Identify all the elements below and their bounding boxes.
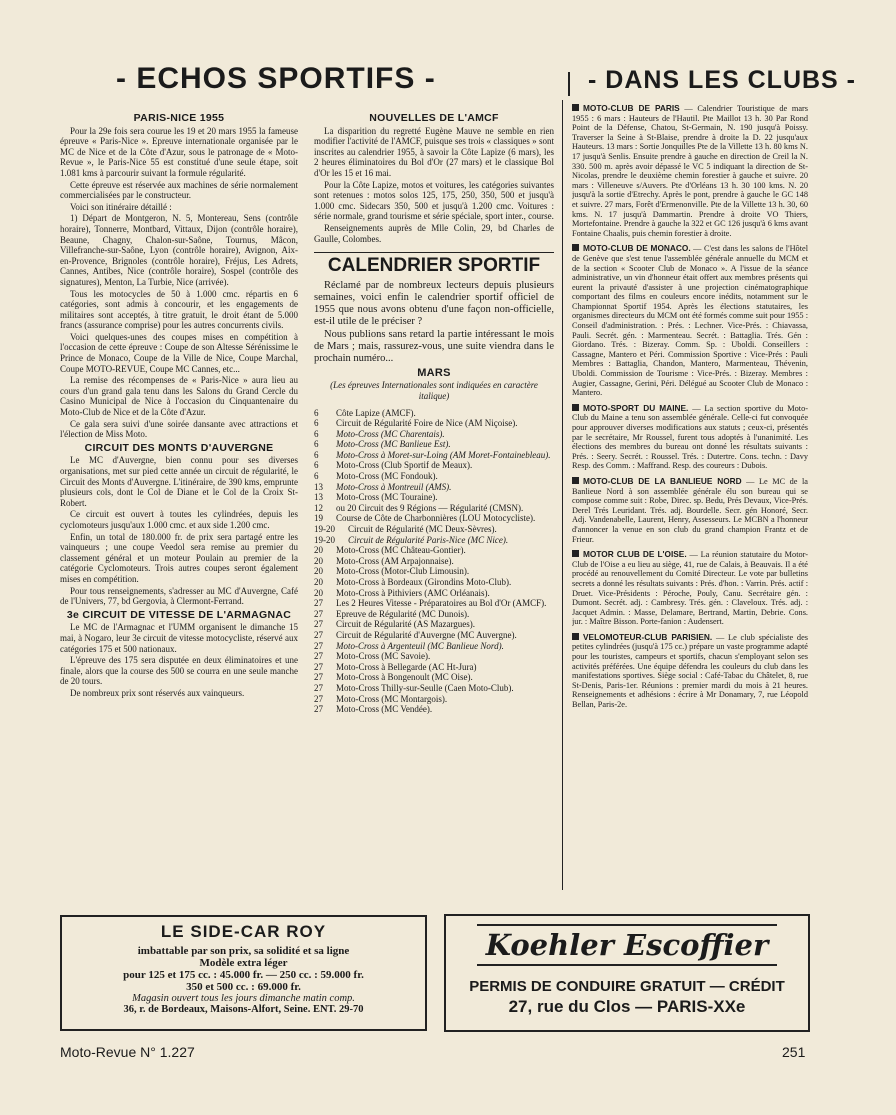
calendar-event: Moto-Cross à Montreuil (AMS). (336, 481, 452, 492)
header-divider (568, 72, 570, 96)
calendar-event: Moto-Cross Thilly-sur-Seulle (Caen Moto-Club). (336, 682, 514, 693)
club-text: — Le club spécialiste des petites cylindrées (jusqu'à 175 cc.) prépare un vaste programme adapté pour les touristes, campeurs et sportifs, chacun s'employant selon ses activités préférées. Une équipe défendra les couleurs du club dans les manifestations sportives. Siège social : Café-Tabac du Châtelet, 8, rue St-Denis, Paris-1er. Réunions : premier mardi du mois à 21 heures. Renseignements et adhésions : écrire à Mr Donamary, 7, rue Léopold Bellan, Paris-2e. (572, 632, 808, 710)
calendar-event: Circuit de Régularité (MC Deux-Sèvres). (348, 524, 497, 535)
calendar-event: Moto-Cross (MC Vendée). (336, 704, 433, 715)
paragraph: Voici son itinéraire détaillé : (70, 201, 172, 212)
bullet-square-icon (572, 104, 579, 111)
paragraph: L'épreuve des 175 sera disputée en deux éliminatoires et une finale, alors que la course des 500 se courra en une seule manche de 20 tours. (60, 655, 298, 687)
calendar-event: Côte Lapize (AMCF). (336, 407, 416, 418)
calendar-event: Moto-Cross à Bordeaux (Girondins Moto-Club). (336, 577, 512, 587)
calendar-date: 27 (314, 651, 323, 662)
calendar-event: Moto-Cross (MC Château-Gontier). (336, 545, 466, 556)
calendar-entry (314, 460, 554, 471)
calendar-entry (314, 704, 554, 715)
ad-title: LE SIDE-CAR ROY (160, 922, 327, 941)
calendar-date: 6 (314, 428, 319, 439)
calendar-event: Moto-Cross (MC Savoie). (336, 651, 431, 662)
paragraph: 1) Départ de Montgeron, N. 5, Montereau, Sens (contrôle horaire), Tonnerre, Montbard, Vittaux, Dijon (contrôle horaire), Beaune, Chagny, Chalon-sur-Saône, Tournus, Mâcon, Villefranche-sur-Saône, Lyon (contrôle horaire), Avignon, Aix-en-Provence, Brignoles (contrôle horaire), Fréjus, Les Adrets, Cannes, Antibes, Nice (contrôle horaire), Sospel (contrôle des signatures), Menton, La Turbie, Nice (arrivée). (60, 213, 298, 287)
ad-line: 350 et 500 cc. : 69.000 fr. (186, 981, 301, 993)
calendar-intro: Réclamé par de nombreux lecteurs depuis plusieurs semaines, voici enfin le calendrier sportif officiel de 1955 que nous avons obtenu d'une façon non-officielle, est-il utile de le préciser ? (314, 279, 554, 327)
calendar-event: Moto-Cross à Bellegarde (AC Ht-Jura) (336, 661, 477, 672)
calendar-entry (314, 535, 554, 546)
paragraph: Le MC de l'Armagnac et l'UMM organisent le dimanche 15 mai, à Nogaro, leur 3e circuit de vitesse motocycliste, réservé aux catégories 175 et 500 nationaux. (60, 622, 298, 654)
calendar-entry (314, 524, 554, 535)
bullet-square-icon (572, 550, 579, 557)
calendar-entry (314, 598, 554, 609)
calendar-date: 20 (314, 555, 323, 566)
calendar-date: 6 (314, 449, 319, 460)
calendar-intro: Nous publions sans retard la partie intéressant le mois de Mars ; mais, rassurez-vous, une suite viendra dans le prochain numéro... (314, 328, 554, 364)
paragraph: Pour tous renseignements, s'adresser au MC d'Auvergne, Café de l'Univers, 77, bd Gergovia, à Clermont-Ferrand. (60, 585, 298, 607)
heading-monts-auvergne: CIRCUIT DES MONTS D'AUVERGNE (84, 441, 274, 454)
paragraph: Le MC d'Auvergne, bien connu pour ses diverses organisations, met sur pied cette année un circuit de régularité, le Circuit des Monts d'Auvergne. L'itinéraire, de 390 kms, emprunte plusieurs cols, dont le Col de Diane et le Col de la Croix St-Robert. (60, 455, 298, 508)
calendar-date: 20 (314, 577, 323, 587)
paragraph: La remise des récompenses de « Paris-Nice » aura lieu au cours d'un grand gala tenu dans les Salons du Grand Cercle du Casino Municipal de Nice à l'occasion du Cinquantenaire du Moto-Club de Nice et de la Côte d'Azur. (60, 375, 298, 418)
calendar-entry (314, 694, 554, 705)
club-name: VELOMOTEUR-CLUB PARISIEN. (583, 631, 713, 642)
calendar-date: 27 (314, 608, 323, 619)
paragraph: Voici quelques-unes des coupes mises en compétition à l'occasion de cette épreuve : Coupe de son Altesse Sérénissime le Prince de Monaco, Coupe de la Ville de Nice, Coupe Marchal, Coupe MOTO-REVUE, Coupe MC Cannes, etc... (60, 331, 298, 374)
calendar-date: 27 (314, 619, 323, 630)
calendar-date: 6 (314, 471, 319, 482)
paragraph: La disparition du regretté Eugène Mauve ne semble en rien modifier l'activité de l'AMCF, puisque ses trois « classiques » sont inscrites au calendrier 1955, à savoir la Côte Lapize (6 mars), les 2 heures éliminatoires du Bol d'Or (27 mars) et le classique Bol d'Or les 15 et 16 mai. (314, 125, 554, 178)
calendar-date: 27 (314, 629, 323, 640)
calendar-entry (314, 418, 554, 429)
calendar-entry (314, 630, 554, 641)
calendar-entry (314, 513, 554, 524)
calendrier-title: CALENDRIER SPORTIF (314, 252, 554, 272)
calendar-event: Moto-Cross (MC Fondouk). (336, 471, 438, 482)
calendar-date: 27 (314, 598, 323, 609)
ad-line: Modèle extra léger (199, 957, 288, 969)
paragraph: Cette épreuve est réservée aux machines de série normalement commercialisées par le constructeur. (60, 179, 298, 201)
calendar-date: 27 (314, 693, 323, 704)
calendar-date: 12 (314, 502, 323, 513)
calendar-entry (314, 683, 554, 694)
calendar-date: 20 (314, 566, 323, 577)
club-name: MOTO-CLUB DE PARIS (583, 104, 680, 113)
paragraph: Pour la Côte Lapize, motos et voitures, les catégories suivantes sont retenues : motos solos 125, 175, 250, 350, 500 et jusqu'à 1.000 cmc. Sidecars 350, 500 et jusqu'à 1.200 cmc. Voitures : série normale, grand tourisme et série spéciale, sport inter., course. (314, 179, 554, 222)
ad-line: imbattable par son prix, sa solidité et sa ligne (137, 945, 350, 957)
calendar-date: 20 (314, 587, 323, 598)
calendar-event: Moto-Cross à Moret-sur-Loing (AM Moret-Fontainebleau). (336, 449, 551, 460)
calendar-date: 20 (314, 545, 323, 556)
calendar-event: Moto-Cross à Argenteuil (MC Banlieue Nord). (336, 640, 504, 651)
koehler-escoffier-ad (444, 914, 810, 1032)
calendar-entry (314, 482, 554, 493)
calendar-entry (314, 651, 554, 662)
side-car-roy-ad (60, 915, 427, 1031)
calendar-date: 13 (314, 492, 323, 503)
calendar-entry (314, 609, 554, 620)
calendar-date: 27 (314, 661, 323, 672)
calendar-event: Circuit de Régularité Paris-Nice (MC Nice). (348, 534, 509, 545)
calendar-entry (314, 450, 554, 461)
club-notice (572, 104, 808, 238)
calendar-date: 6 (314, 418, 319, 429)
calendar-date: 19-20 (314, 534, 335, 545)
calendar-date: 6 (314, 407, 319, 418)
club-notice (572, 477, 808, 544)
calendar-entry (314, 672, 554, 683)
club-text: — La réunion statutaire du Motor-Club de l'Oise a eu lieu au siège, 41, rue de Calais, à Beauvais. Il a été procédé au renouvellement du Comité Directeur. Le vote par bulletins secrets a donné les résultats suivants : Prés. d'hon. : Varrin. Prés. actif : Druet. Vice-Présidents : Péroche, Pouly, Canu. Secrétaire gén. : Dumont. Secrét. adj. : Cambresy. Trés. gén. : Claveloux. Trés. adj. : Jacquet Admin. : Masse, Delamare, Bertrand, Martin, Debrie. Cons. jur. : Maître Bisson. Porte-fanion : Audensert. (572, 550, 808, 627)
calendar-event: Circuit de Régularité d'Auvergne (MC Auvergne). (336, 629, 517, 640)
calendar-entry (314, 577, 554, 588)
bullet-square-icon (572, 477, 579, 484)
calendar-date: 6 (314, 460, 319, 471)
calendar-event: Circuit de Régularité (AS Mazargues). (336, 619, 476, 630)
ad-line: 27, rue du Clos — PARIS-XXe (508, 997, 746, 1016)
footer-publication: Moto-Revue N° 1.227 (60, 1044, 195, 1060)
calendar-note: (Les épreuves Internationales sont indiquées en caractère italique) (330, 380, 538, 401)
echos-sportifs-title: - ECHOS SPORTIFS - (116, 62, 436, 95)
dans-les-clubs-title: - DANS LES CLUBS - (588, 66, 856, 94)
calendar-date: 13 (314, 481, 323, 492)
calendar-entry (314, 619, 554, 630)
club-text: — C'est dans les salons de l'Hôtel de Genève que s'est tenue l'assemblée générale annuelle du MCM et de la section « Scooter Club de Monaco ». A l'issue de la séance administrative, un vin d'honneur était offert aux membres présents qui eurent la privauté d'assister à une projection cinématographique comportant des films en couleurs encore inédits, notamment sur le Championnat Sportif 1954. Après les élections statutaires, les organismes directeurs du MCM ont été formés comme suit pour 1955 : Conseil d'administration. : Prés. : Lechner. Vice-Prés. : Chiavassa, Pauli. Secrét. gén. : Marmenteau. Secrét. : Battaglia. Trés. Gén : Giordano. Trés. : Bizeray. Comm. Sp. : Uboldi. Conseillers : Cassagne, Mantero et Péri. Commission Sportive : Vice-Prés : Pauli Membres : Battaglia, Chandon, Mantero, Marmenteau, Thévenin, Uboldi. Commission de Tourisme : Vice-Prés. : Bizeray. Membres : Augier, Cassagne, Gerini, Péri. Délégué au Scooter Club de Monaco : Mantero. (572, 244, 808, 398)
club-notice (572, 550, 808, 627)
club-name: MOTOR CLUB DE L'OISE. (583, 549, 687, 560)
calendar-date: 19 (314, 513, 323, 524)
ad-line: 36, r. de Bordeaux, Maisons-Alfort, Seine. ENT. 29-70 (123, 1004, 364, 1015)
calendar-event: Moto-Cross (MC Charentais). (336, 428, 445, 439)
calendar-entry (314, 439, 554, 450)
calendar-entry (314, 566, 554, 577)
ad-line: PERMIS DE CONDUIRE GRATUIT — CRÉDIT (469, 978, 785, 995)
calendar-list (314, 408, 554, 715)
paragraph: Enfin, un total de 180.000 fr. de prix sera partagé entre les vainqueurs ; une coupe Veedol sera remise au premier du classement général et un moteur Poulain au premier de la catégorie Cyclomoteurs. Trois autres coupes seront également mises en compétition. (60, 531, 298, 584)
club-text: — La section sportive du Moto-Club du Maine a tenu son assemblée générale. Celle-ci fut convoquée pour approuver diverses modifications aux statuts ; ceux-ci, présentés par le secrétaire, Mr Roussel, furent tous adoptés à l'unanimité. Les élections des membres du bureau ont donné les résultats suivants : Prés. : Seery. Secrét. : Roussel. Trés. : Dutertre. Cons. techn. : Davy Resp. des Comm. : Maffrand. Resp. des coureurs : Dubois. (572, 403, 808, 471)
paragraph: Pour la 29e fois sera courue les 19 et 20 mars 1955 la fameuse épreuve « Paris-Nice ». Epreuve internationale organisée par le MC de Nice et de la Côte d'Azur, sous le patronage de « Moto-Revue », le Paris-Nice 55 est constitué d'une seule étape, soit 1.081 kms à parcourir suivant la formule régularité. (60, 125, 298, 178)
calendar-event: Epreuve de Régularité (MC Dunois). (336, 608, 470, 619)
calendar-entry (314, 545, 554, 556)
calendar-event: Moto-Cross à Pithiviers (AMC Orléanais). (336, 587, 490, 598)
club-text: — Calendrier Touristique de mars 1955 : 6 mars : Hauteurs de l'Hautil. Pte Maillot 13 h. 30 Par Rond Point de la Défense, Chatou, St-Germain, N. 190 jusqu'à Poissy. Traverser la Seine à St-Blaise, prendre à droite la D. 22 jusqu'aux Hauteurs. 13 mars : Sortie Jonquilles Pte de la Villette 13 h. 80 kms N. 17 jusqu'à Senlis. Ensuite prendre à gauche en direction de Creil la N. 330. 500 m. après avoir dépassé le VC 5 indiquant la direction de St-Nicolas, prendre le deuxième chemin forestier à gauche et suivre. 20 mars : Villeneuve s/Auvers. Pte d'Orléans 13 h. 30 100 kms. N. 20 jusqu'à la sortie d'Etrechy. Après le pont, prendre à gauche le GC 148 et suivre. 27 mars, Forêt d'Ermenonville. Pte de la Villette 13 h. 30, 60 kms. N. 17 jusqu'à Dammartin. Prendre à droite VO Thiers, Mortefontaine. Prendre à gauche la 322 et GC 126 jusqu'à 6 kms avant Fontaine Chaalis, puis chemin forestier à droite. (572, 104, 808, 238)
heading-paris-nice: PARIS-NICE 1955 (133, 112, 225, 124)
paragraph: Ce gala sera suivi d'une soirée dansante avec attractions et l'élection de Miss Moto. (60, 418, 298, 440)
calendar-event: Moto-Cross (MC Touraine). (336, 492, 438, 503)
calendar-entry (314, 556, 554, 567)
calendar-event: Moto-Cross (MC Banlieue Est). (336, 439, 451, 450)
calendar-entry (314, 429, 554, 440)
calendar-event: Les 2 Heures Vitesse - Préparatoires au Bol d'Or (AMCF). (336, 598, 547, 609)
ad-line: Magasin ouvert tous les jours dimanche matin comp. (132, 993, 355, 1004)
brand-logo: Koehler Escoffier (477, 924, 777, 966)
club-notice (572, 244, 808, 398)
calendar-date: 27 (314, 682, 323, 693)
paragraph: Tous les motocycles de 50 à 1.000 cmc. répartis en 6 catégories, sont admis à concourir, et les engagements de militaires sont acceptés, à titre gratuit, le droit étant de 5.000 francs (assurance comprise) pour les autres concurrents civils. (60, 288, 298, 331)
calendar-entry (314, 503, 554, 514)
club-text: — Le MC de la Banlieue Nord à son assemblée générale élu son bureau qui se compose comme suit : Robe, Direc. sp. Bedu, Prés Devaux, Vice-Prés. Derel Trés Leuridant. Trés. adj. Bourdelle. Secr. gén Honoré, Secr. Adj. Vandenabelle, Laurent, Henry, Assesseurs. Le MCBN a l'honneur d'annoncer la venue en son club du grand champion Frantz et de Frieur. (572, 476, 808, 544)
paragraph: De nombreux prix sont réservés aux vainqueurs. (70, 687, 245, 698)
calendar-event: Moto-Cross à Bongenoult (MC Oise). (336, 672, 473, 683)
calendar-entry (314, 662, 554, 673)
club-name: MOTO-CLUB DE MONACO. (583, 243, 691, 254)
calendar-event: Moto-Cross (Club Sportif de Meaux). (336, 460, 473, 471)
calendar-date: 6 (314, 439, 319, 450)
clubs-column (572, 104, 808, 889)
calendar-event: Moto-Cross (Motor-Club Limousin). (336, 566, 470, 577)
calendar-date: 27 (314, 672, 323, 683)
club-name: MOTO-SPORT DU MAINE. (583, 402, 689, 413)
column-2 (314, 110, 554, 888)
month-heading: MARS (417, 366, 451, 379)
calendar-event: Moto-Cross (MC Montargois). (336, 693, 448, 704)
ad-line: pour 125 et 175 cc. : 45.000 fr. — 250 cc. : 59.000 fr. (123, 969, 364, 981)
paragraph: Renseignements auprès de Mlle Colin, 29, bd Charles de Gaulle, Colombes. (314, 222, 554, 244)
calendar-date: 27 (314, 704, 323, 715)
club-notice (572, 404, 808, 471)
club-notice (572, 633, 808, 710)
calendar-date: 19-20 (314, 524, 335, 535)
heading-armagnac: 3e CIRCUIT DE VITESSE DE L'ARMAGNAC (66, 608, 292, 621)
bullet-square-icon (572, 244, 579, 251)
calendar-event: Circuit de Régularité Foire de Nice (AM Niçoise). (336, 418, 518, 429)
calendar-entry (314, 492, 554, 503)
calendar-event: Course de Côte de Charbonnières (LOU Motocycliste). (336, 513, 536, 524)
calendar-date: 27 (314, 640, 323, 651)
paragraph: Ce circuit est ouvert à toutes les cylindrées, depuis les cyclomoteurs jusqu'aux 1.000 cmc. et aux side 1.200 cmc. (60, 509, 298, 530)
bullet-square-icon (572, 633, 579, 640)
bullet-square-icon (572, 404, 579, 411)
calendar-event: Moto-Cross (AM Arpajonnaise). (336, 555, 454, 566)
calendar-entry (314, 471, 554, 482)
club-name: MOTO-CLUB DE LA BANLIEUE NORD (583, 475, 742, 486)
calendar-entry (314, 408, 554, 419)
calendar-entry (314, 641, 554, 652)
page-number: 251 (782, 1044, 806, 1060)
calendar-event: ou 20 Circuit des 9 Régions — Régularité (CMSN). (336, 502, 524, 513)
calendar-entry (314, 588, 554, 599)
heading-amcf: NOUVELLES DE L'AMCF (369, 112, 499, 124)
clubs-divider (562, 100, 563, 890)
column-1 (60, 110, 298, 888)
